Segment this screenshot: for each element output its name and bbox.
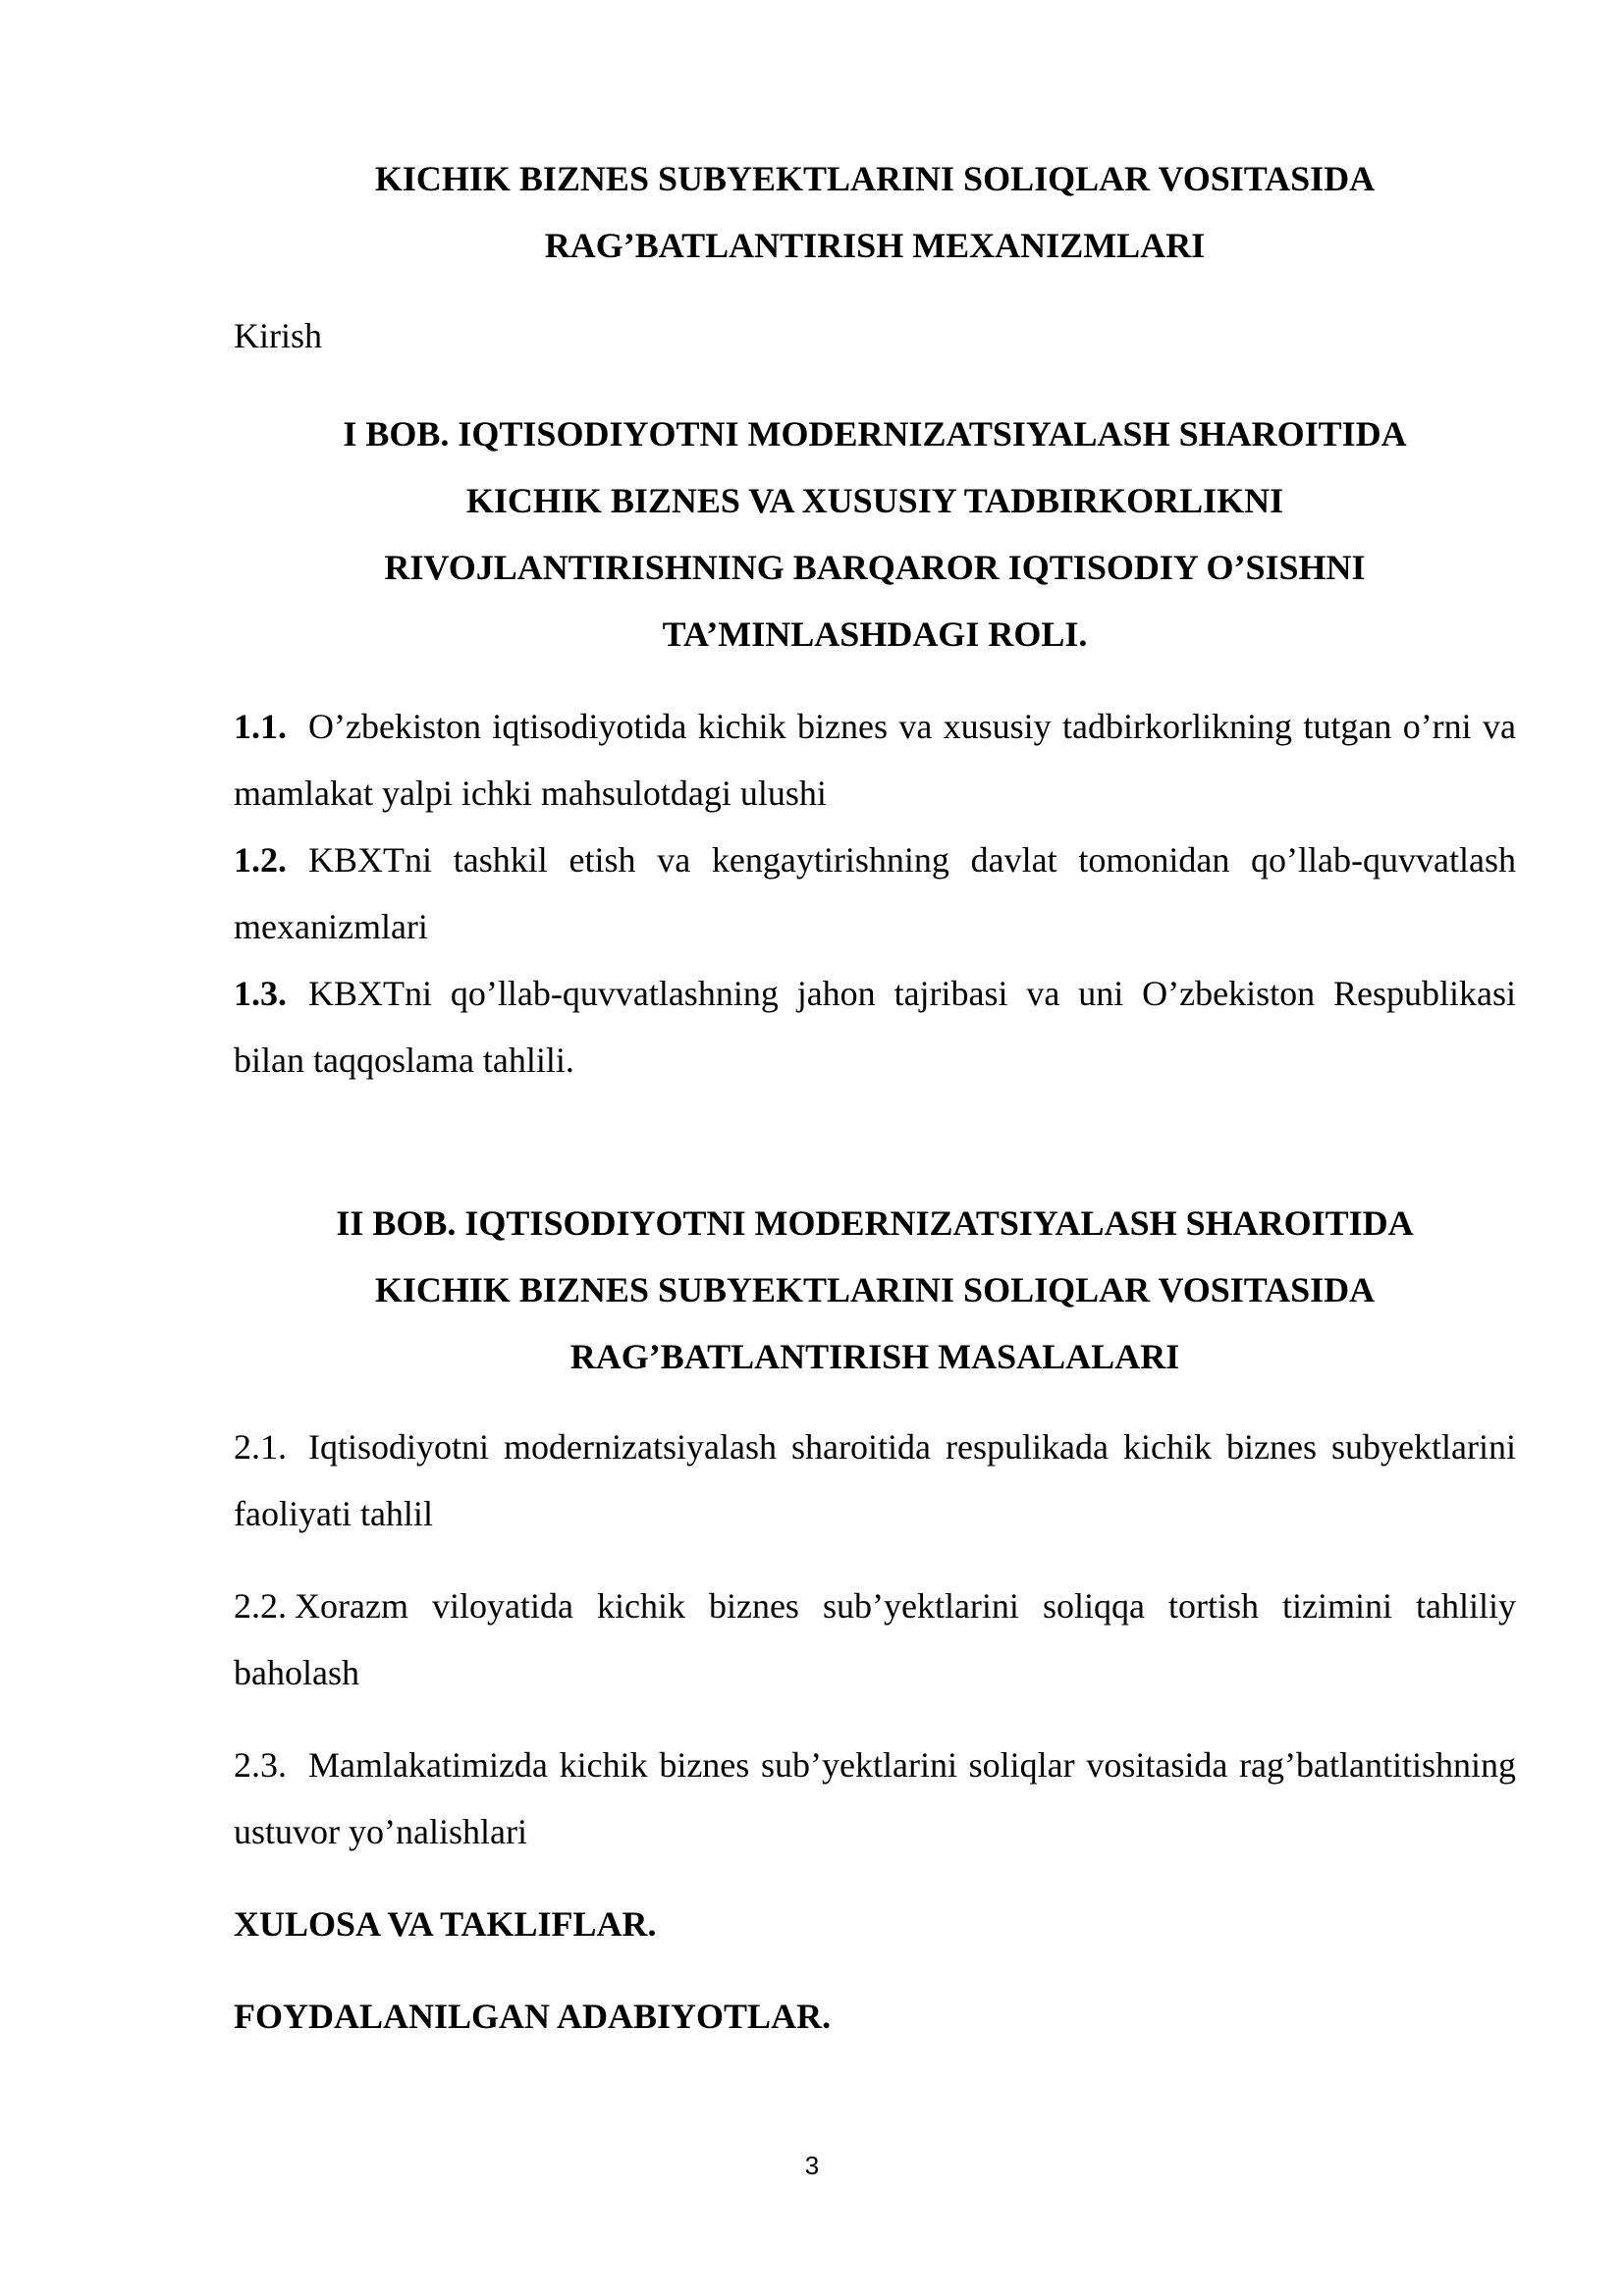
- chapter-2-heading: [234, 1190, 1516, 1390]
- section-number: 1.2.: [234, 840, 287, 880]
- title-line-1: KICHIK BIZNES SUBYEKTLARINI SOLIQLAR VOSITASIDA: [374, 159, 1376, 198]
- section-number: 2.3.: [234, 1745, 287, 1785]
- section-2-3: [234, 1732, 1516, 1865]
- section-title: Xorazm viloyatida kichik biznes sub’yektlarini soliqqa tortish tizimini tahliliy baholash: [234, 1586, 1516, 1692]
- references-label: FOYDALANILGAN ADABIYOTLAR.: [234, 1997, 832, 2036]
- section-number: 2.2.: [234, 1586, 287, 1626]
- section-1-1: [234, 693, 1516, 827]
- section-title: O’zbekiston iqtisodiyotida kichik biznes va xususiy tadbirkorlikning tutgan o’rni va mamlakat yalpi ichki mahsulotdagi ulushi: [234, 707, 1516, 813]
- document-title: [234, 145, 1516, 279]
- section-number: 2.1.: [234, 1427, 287, 1467]
- section-2-3-text: [234, 1732, 1516, 1865]
- chapter-1-line-2: KICHIK BIZNES VA XUSUSIY TADBIRKORLIKNI: [465, 481, 1284, 520]
- section-number: 1.3.: [234, 974, 287, 1013]
- page-number: 3: [804, 2151, 820, 2180]
- chapter-2-line-3: RAG’BATLANTIRISH MASALALARI: [569, 1337, 1180, 1376]
- section-title: Mamlakatimizda kichik biznes sub’yektlarini soliqlar vositasida rag’batlantitishning ustuvor yo’nalishlari: [234, 1745, 1516, 1851]
- section-title: Iqtisodiyotni modernizatsiyalash sharoitida respulikada kichik biznes subyektlarini faoliyati tahlil: [234, 1427, 1516, 1533]
- section-title: KBXTni tashkil etish va kengaytirishning davlat tomonidan qo’llab-quvvatlash mexanizmlari: [234, 840, 1516, 946]
- section-2-2: [234, 1573, 1516, 1706]
- section-1-3: [234, 960, 1516, 1094]
- section-2-1-text: [234, 1414, 1516, 1547]
- chapter-1-line-4: TA’MINLASHDAGI ROLI.: [662, 614, 1088, 654]
- section-1-2: [234, 827, 1516, 960]
- references-heading: [234, 1983, 1516, 2050]
- section-title: KBXTni qo’llab-quvvatlashning jahon tajribasi va uni O’zbekiston Respublikasi bilan taqqoslama tahlili.: [234, 974, 1516, 1080]
- section-2-2-text: [234, 1573, 1516, 1706]
- chapter-1-line-3: RIVOJLANTIRISHNING BARQAROR IQTISODIY O’SISHNI: [384, 548, 1366, 587]
- section-2-1: [234, 1414, 1516, 1547]
- chapter-2-line-2: KICHIK BIZNES SUBYEKTLARINI SOLIQLAR VOSITASIDA: [374, 1270, 1376, 1309]
- intro-label: Kirish: [234, 316, 322, 355]
- conclusion-label: XULOSA VA TAKLIFLAR.: [234, 1904, 657, 1944]
- section-number: 1.1.: [234, 707, 287, 746]
- conclusion-heading: [234, 1891, 1516, 1957]
- chapter-1-heading: [234, 400, 1516, 667]
- intro-heading: [234, 302, 1516, 369]
- chapter-1-line-1: I BOB. IQTISODIYOTNI MODERNIZATSIYALASH SHAROITIDA: [343, 414, 1407, 454]
- title-line-2: RAG’BATLANTIRISH MEXANIZMLARI: [544, 226, 1206, 265]
- chapter-1-sections: [234, 693, 1516, 1094]
- chapter-2-line-1: II BOB. IQTISODIYOTNI MODERNIZATSIYALASH SHAROITIDA: [336, 1203, 1414, 1243]
